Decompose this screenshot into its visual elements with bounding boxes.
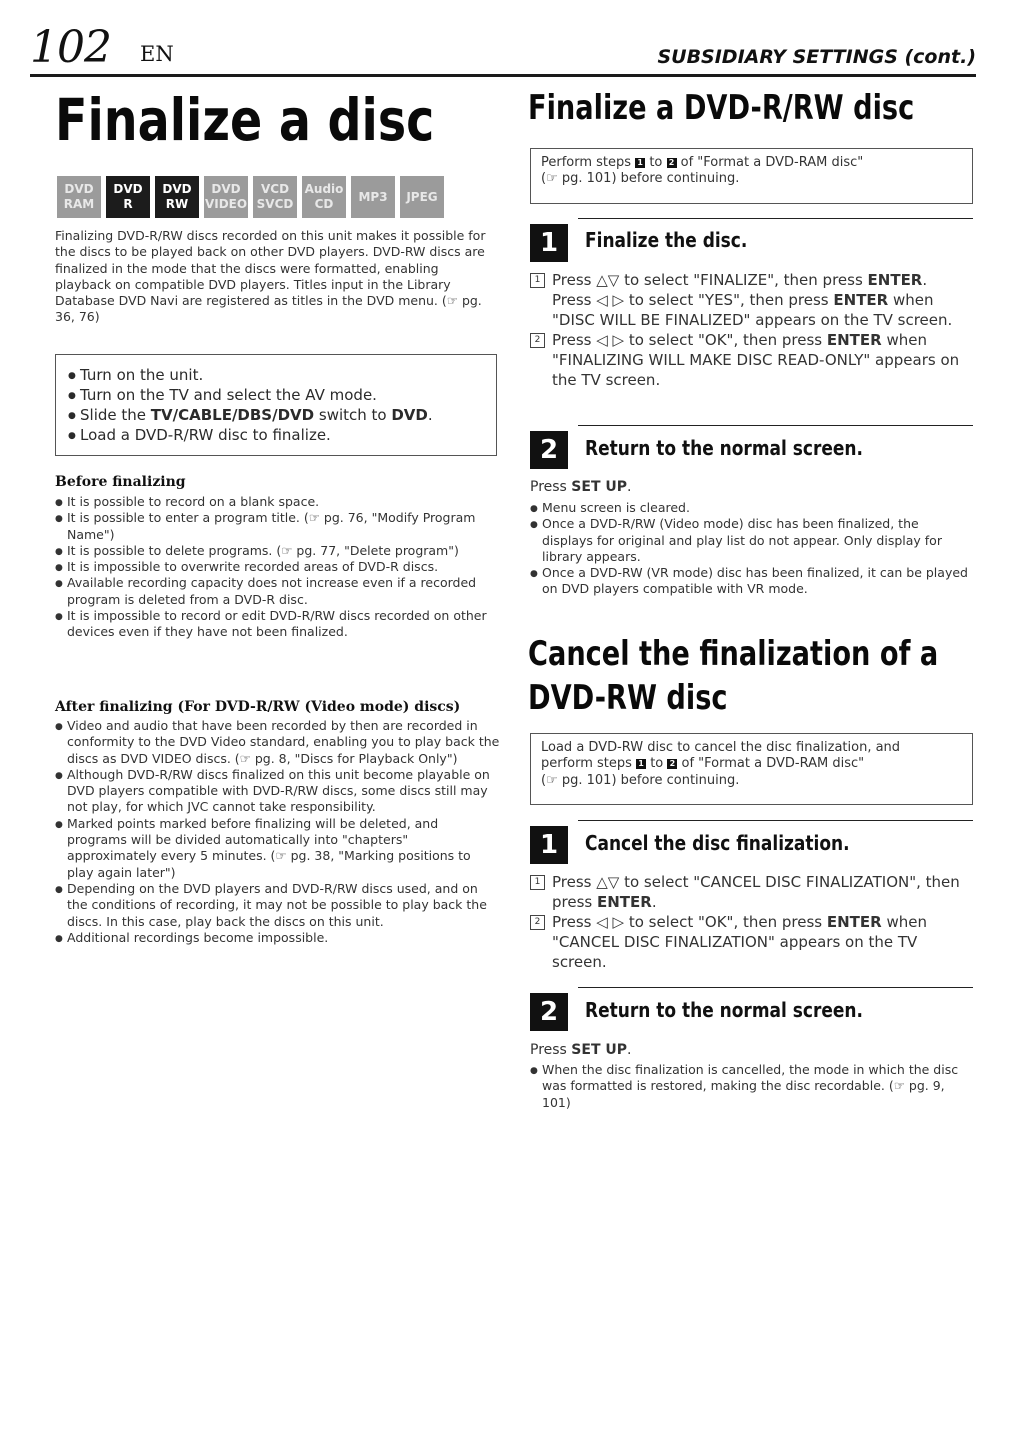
press-setup-line: Press SET UP. <box>530 1042 632 1058</box>
step-1-body: 1 Press △▽ to select "FINALIZE", then press ENTER. Press ◁ ▷ to select "YES", then press ENTER when "DISC WILL BE FINALIZED" appears on the TV screen. 2 Press ◁ ▷ to select "OK", then press ENTER when "FINALIZING WILL MAKE DISC READ-ONLY" appears on the TV screen. <box>530 270 970 390</box>
list-item: ● Additional recordings become impossible. <box>55 930 500 946</box>
dvd-r-icon: DVD R <box>106 176 150 218</box>
vcd-svcd-icon: VCD SVCD <box>253 176 297 218</box>
before-finalizing-list <box>55 494 500 641</box>
page-header <box>30 22 976 77</box>
list-item: ● Available recording capacity does not increase even if a recorded program is deleted from a DVD-R disc. <box>55 575 500 608</box>
finalize-dvd-heading: Finalize a DVD-R/RW disc <box>528 88 915 128</box>
prerequisite-box: Perform steps 1 to 2 of "Format a DVD-RAM disc" (☞ pg. 101) before continuing. <box>530 148 973 204</box>
list-item: ● Once a DVD-R/RW (Video mode) disc has been finalized, the displays for original and play list do not appear. Only display for library appears. <box>530 516 970 565</box>
step-1-marker: 1 <box>636 759 646 769</box>
list-item: ● It is possible to record on a blank space. <box>55 494 500 510</box>
page-language: EN <box>140 42 174 66</box>
step-title: Return to the normal screen. <box>585 998 863 1022</box>
prep-item: ● Slide the TV/CABLE/DBS/DVD switch to DVD. <box>68 405 484 425</box>
preparation-box <box>55 354 497 456</box>
step-4-notes <box>530 1062 970 1111</box>
press-setup-line: Press SET UP. <box>530 479 632 495</box>
section-title: SUBSIDIARY SETTINGS (cont.) <box>657 46 976 68</box>
after-finalizing-list <box>55 718 500 946</box>
step-3-body: 1 Press △▽ to select "CANCEL DISC FINALIZATION", then press ENTER. 2 Press ◁ ▷ to select "OK", then press ENTER when "CANCEL DISC FINALIZATION" appears on the TV screen. <box>530 872 970 972</box>
intro-paragraph: Finalizing DVD-R/RW discs recorded on this unit makes it possible for the discs to be played back on other DVD players. DVD-RW discs are finalized in the mode that the discs were formatted, enabling playback on compatible DVD players. Titles input in the Library Database DVD Navi are registered as titles in the DVD menu. (☞ pg. 36, 76) <box>55 228 486 325</box>
step-divider <box>578 425 973 426</box>
step-1-badge: 1 <box>530 224 568 262</box>
cancel-finalization-heading: Cancel the finalization of a DVD-RW disc <box>528 634 939 718</box>
list-item: ● Depending on the DVD players and DVD-R/RW discs used, and on the conditions of recording, it may not be possible to play back the discs. In this case, play back the discs on this unit. <box>55 881 500 930</box>
step-divider <box>578 820 973 821</box>
step-divider <box>578 987 973 988</box>
prep-item: ● Turn on the TV and select the AV mode. <box>68 385 484 405</box>
step-2-badge: 2 <box>530 993 568 1031</box>
after-finalizing-heading: After finalizing (For DVD-R/RW (Video mode) discs) <box>55 699 461 715</box>
mp3-icon: MP3 <box>351 176 395 218</box>
dvd-ram-icon: DVD RAM <box>57 176 101 218</box>
step-1-badge: 1 <box>530 826 568 864</box>
list-item: ● It is possible to delete programs. (☞ pg. 77, "Delete program") <box>55 543 500 559</box>
step-divider <box>578 218 973 219</box>
step-title: Return to the normal screen. <box>585 436 863 460</box>
disc-type-icons <box>57 176 444 218</box>
prep-item: ● Load a DVD-R/RW disc to finalize. <box>68 425 484 445</box>
list-item: ● Once a DVD-RW (VR mode) disc has been finalized, it can be played on DVD players compatible with VR mode. <box>530 565 970 598</box>
list-item: ● Marked points marked before finalizing will be deleted, and programs will be divided automatically into "chapters" approximately every 5 minutes. (☞ pg. 38, "Marking positions to play again later") <box>55 816 500 881</box>
step-title: Finalize the disc. <box>585 228 748 252</box>
step-2-marker: 2 <box>667 158 677 168</box>
page-title: Finalize a disc <box>55 86 435 154</box>
step-2-badge: 2 <box>530 431 568 469</box>
list-item: ● Menu screen is cleared. <box>530 500 970 516</box>
list-item: ● It is possible to enter a program title. (☞ pg. 76, "Modify Program Name") <box>55 510 500 543</box>
step-title: Cancel the disc finalization. <box>585 831 850 855</box>
dvd-video-icon: DVD VIDEO <box>204 176 248 218</box>
step-2-notes <box>530 500 970 598</box>
before-finalizing-heading: Before finalizing <box>55 474 186 490</box>
jpeg-icon: JPEG <box>400 176 444 218</box>
prep-item: ● Turn on the unit. <box>68 365 484 385</box>
list-item: ● It is impossible to record or edit DVD-R/RW discs recorded on other devices even if they have not been finalized. <box>55 608 500 641</box>
list-item: ● It is impossible to overwrite recorded areas of DVD-R discs. <box>55 559 500 575</box>
step-2-marker: 2 <box>667 759 677 769</box>
audio-cd-icon: Audio CD <box>302 176 346 218</box>
step-1-marker: 1 <box>635 158 645 168</box>
dvd-rw-icon: DVD RW <box>155 176 199 218</box>
page-number: 102 <box>30 22 111 73</box>
list-item: ● Although DVD-R/RW discs finalized on this unit become playable on DVD players compatible with DVD-R/RW discs, some discs still may not play, for which JVC cannot take responsibility. <box>55 767 500 816</box>
list-item: ● When the disc finalization is cancelled, the mode in which the disc was formatted is restored, making the disc recordable. (☞ pg. 9, 101) <box>530 1062 970 1111</box>
prerequisite-box: Load a DVD-RW disc to cancel the disc finalization, and perform steps 1 to 2 of "Format a DVD-RAM disc" (☞ pg. 101) before continuing. <box>530 733 973 805</box>
list-item: ● Video and audio that have been recorded by then are recorded in conformity to the DVD Video standard, enabling you to play back the discs as DVD VIDEO discs. (☞ pg. 8, "Discs for Playback Only") <box>55 718 500 767</box>
